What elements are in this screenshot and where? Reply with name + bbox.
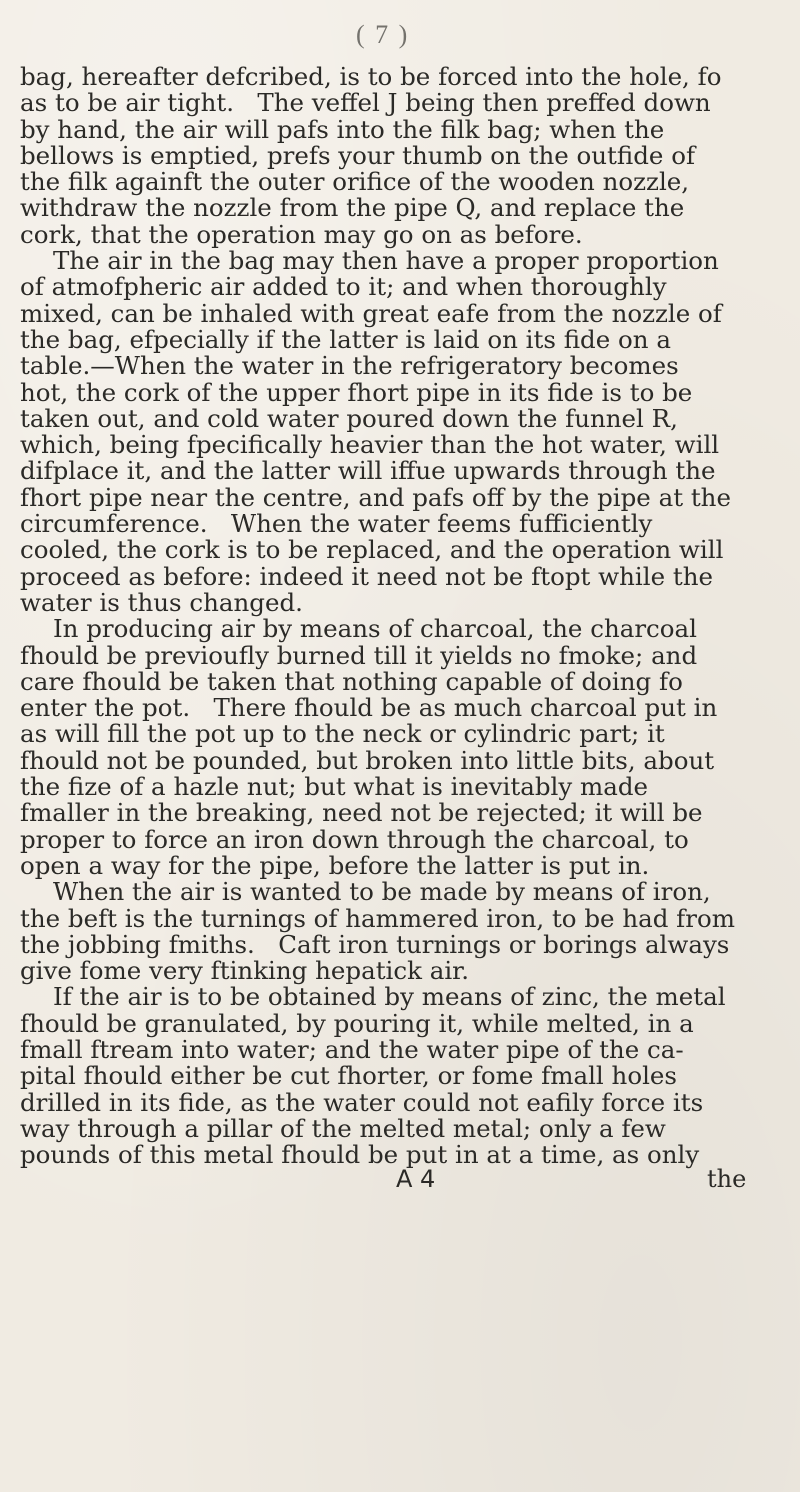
text-line: the filk againft the outer orifice of the wooden nozzle, [20, 167, 690, 197]
text-line: The air in the bag may then have a proper proportion [53, 246, 719, 276]
text-line: the bag, efpecially if the latter is laid on its fide on a [20, 324, 671, 354]
text-line: fmaller in the breaking, need not be rejected; it will be [20, 798, 703, 828]
text-line: as will fill the pot up to the neck or cylindric part; it [20, 719, 665, 749]
text-line: In producing air by means of charcoal, the charcoal [53, 614, 697, 644]
text-line: by hand, the air will pafs into the filk bag; when the [20, 114, 665, 144]
text-line: fhould be granulated, by pouring it, while melted, in a [20, 1008, 694, 1038]
text-line: fhort pipe near the centre, and pafs off by the pipe at the [20, 482, 731, 512]
text-line: fhould be previoufly burned till it yields no fmoke; and [20, 640, 698, 670]
text-line: bellows is emptied, prefs your thumb on the outfide of [20, 140, 696, 170]
text-line: withdraw the nozzle from the pipe Q, and replace the [20, 193, 685, 223]
body-text [20, 64, 800, 1168]
catchword-line [0, 1165, 800, 1195]
text-line: open a way for the pipe, before the latter is put in. [20, 850, 650, 880]
text-line: proceed as before: indeed it need not be ftopt while the [20, 561, 713, 591]
text-line: proper to force an iron down through the charcoal, to [20, 824, 689, 854]
catchword: the [707, 1164, 747, 1193]
text-line: cooled, the cork is to be replaced, and the operation will [20, 535, 724, 565]
text-line: enter the pot. There fhould be as much charcoal put in [20, 693, 718, 723]
text-line: fmall ftream into water; and the water pipe of the ca- [20, 1034, 684, 1064]
text-line: way through a pillar of the melted metal; only a few [20, 1113, 666, 1143]
text-line: bag, hereafter defcribed, is to be forced into the hole, fo [20, 62, 722, 91]
text-line: drilled in its fide, as the water could not eafily force its [20, 1087, 704, 1117]
text-line: which, being fpecifically heavier than the hot water, will [20, 430, 720, 460]
text-line: table.—When the water in the refrigeratory becomes [20, 351, 679, 381]
text-line: water is thus changed. [20, 587, 303, 617]
text-line: mixed, can be inhaled with great eafe from the nozzle of [20, 298, 722, 328]
text-line: When the air is wanted to be made by means of iron, [53, 877, 711, 907]
text-line: difplace it, and the latter will iffue upwards through the [20, 456, 716, 486]
signature-mark: A 4 [396, 1164, 436, 1193]
page-number: ( 7 ) [356, 20, 410, 49]
text-line: hot, the cork of the upper fhort pipe in its fide is to be [20, 377, 693, 407]
text-line: taken out, and cold water poured down the funnel R, [20, 403, 678, 433]
text-line: care fhould be taken that nothing capable of doing fo [20, 666, 683, 696]
text-line: pounds of this metal fhould be put in at a time, as only [20, 1140, 700, 1170]
text-line: pital fhould either be cut fhorter, or fome fmall holes [20, 1061, 677, 1091]
text-line: the beft is the turnings of hammered iron, to be had from [20, 903, 735, 933]
text-line: fhould not be pounded, but broken into little bits, about [20, 745, 715, 775]
text-line: the jobbing fmiths. Caft iron turnings or borings always [20, 929, 730, 959]
text-line: of atmofpheric air added to it; and when thoroughly [20, 272, 667, 302]
text-line: the fize of a hazle nut; but what is inevitably made [20, 772, 649, 802]
text-line: give fome very ftinking hepatick air. [20, 956, 469, 986]
text-line: circumference. When the water feems fufficiently [20, 509, 653, 539]
text-line: as to be air tight. The veffel J being then preffed down [20, 88, 711, 118]
text-line: If the air is to be obtained by means of zinc, the metal [53, 982, 726, 1012]
text-line: cork, that the operation may go on as before. [20, 219, 583, 249]
